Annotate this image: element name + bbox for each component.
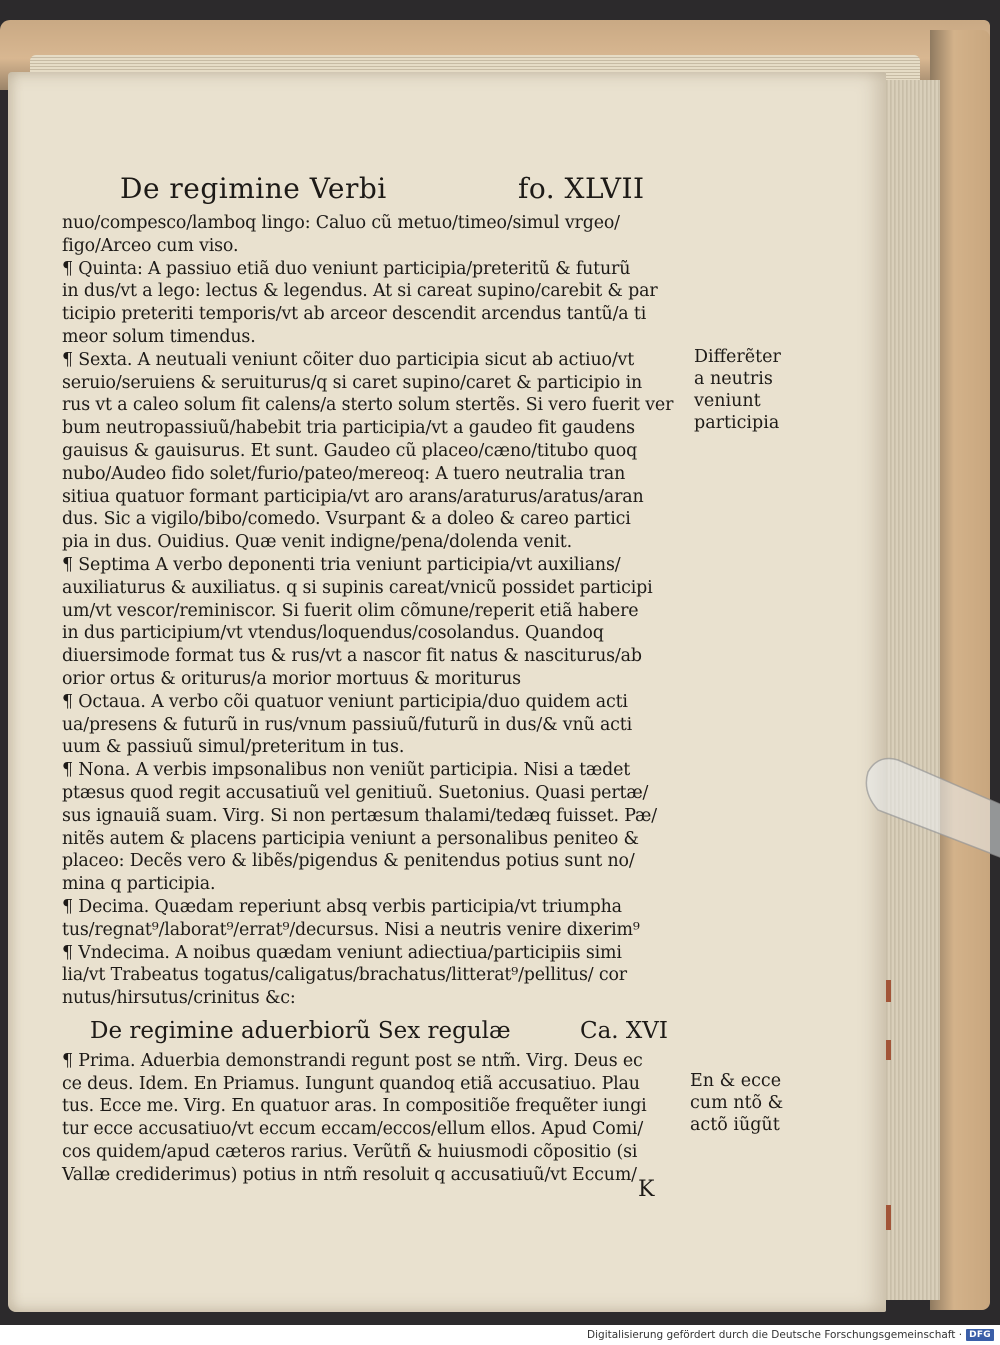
text-line: ¶ Decima. Quædam reperiunt absq verbis participia/vt triumpha (62, 896, 622, 917)
margin-line: En & ecce (690, 1071, 782, 1091)
text-line: sus ignauiã suam. Virg. Si non pertæsum thalami/tedæq fuisset. Pæ/ (62, 805, 657, 826)
footer-credit (587, 1329, 994, 1341)
running-title: De regimine Verbi (120, 172, 387, 205)
text-line: in dus participium/vt vtendus/loquendus/cosolandus. Quandoq (62, 623, 604, 644)
text-line: lia/vt Trabeatus togatus/caligatus/brachatus/litterat⁹/pellitus/ cor (62, 965, 627, 986)
margin-line: cum ntõ & (690, 1093, 784, 1113)
text-line: mina q participia. (62, 874, 216, 895)
text-line: nuo/compesco/lamboq lingo: Caluo cũ metuo/timeo/simul vrgeo/ (62, 213, 620, 233)
text-line: cos quidem/apud cæteros rarius. Verũtñ & huiusmodi cõpositio (si (62, 1142, 638, 1163)
text-line: meor solum timendus. (62, 326, 256, 347)
text-line: ¶ Sexta. A neutuali veniunt cõiter duo participia sicut ab actiuo/vt (62, 349, 635, 370)
page-stack-edge (880, 80, 940, 1300)
text-line: ¶ Prima. Aduerbia demonstrandi regunt post se ntm̃. Virg. Deus ec (62, 1050, 643, 1071)
page-clip (858, 752, 1000, 862)
text-line: figo/Arceo cum viso. (62, 235, 239, 256)
text-line: auxiliaturus & auxiliatus. q si supinis careat/vnicũ possidet participi (62, 577, 653, 598)
text-line: in dus/vt a lego: lectus & legendus. At si careat supino/carebit & par (62, 281, 658, 302)
text-line: dus. Sic a vigilo/bibo/comedo. Vsurpant & a doleo & careo partici (62, 509, 631, 530)
text-line: ¶ Vndecima. A noibus quædam veniunt adiectiua/participiis simi (62, 942, 622, 963)
chapter-heading (90, 1014, 702, 1050)
folio-number: fo. XLVII (518, 172, 645, 205)
margin-line: participia (694, 413, 780, 433)
text-line: bum neutropassiuũ/habebit tria participia/vt a gaudeo fit gaudens (62, 418, 635, 439)
credit-text: Digitalisierung gefördert durch die Deutsche Forschungsgemeinschaft · (587, 1329, 963, 1341)
chapter-text (62, 1050, 702, 1187)
text-line: tus/regnat⁹/laborat⁹/errat⁹/decursus. Nisi a neutris venire dixerim⁹ (62, 919, 640, 940)
text-line: ¶ Nona. A verbis impsonalibus non veniũt participia. Nisi a tædet (62, 760, 631, 781)
body-text (62, 212, 702, 1010)
dfg-logo: DFG (966, 1329, 994, 1341)
text-line: nubo/Audeo fido solet/furio/pateo/mereoq: A tuero neutralia tran (62, 463, 626, 484)
text-line: pia in dus. Ouidius. Quæ venit indigne/pena/dolenda venit. (62, 532, 572, 553)
text-line: rus vt a caleo solum fit calens/a sterto solum stertẽs. Si vero fuerit ver (62, 395, 674, 416)
text-line: ua/presens & futurũ in rus/vnum passiuũ/futurũ in dus/& vnũ acti (62, 714, 633, 735)
margin-line: a neutris (694, 369, 773, 389)
text-line: ptæsus quod regit accusatiuũ vel genitiuũ. Suetonius. Quasi pertæ/ (62, 782, 649, 803)
text-line: diuersimode format tus & rus/vt a nascor fit natus & nasciturus/ab (62, 646, 642, 667)
text-line: ¶ Quinta: A passiuo etiã duo veniunt participia/preteritũ & futurũ (62, 258, 631, 279)
margin-line: Differẽter (694, 347, 781, 367)
text-line: placeo: Decẽs vero & libẽs/pigendus & penitendus potius sunt no/ (62, 851, 635, 872)
text-line: orior ortus & oriturus/a morior mortuus & moriturus (62, 668, 521, 689)
text-line: tur ecce accusatiuo/vt eccum eccam/eccos/ellum ellos. Apud Comi/ (62, 1119, 644, 1140)
margin-note-participia (694, 346, 781, 434)
text-block (62, 172, 702, 1187)
text-line: ¶ Octaua. A verbo cõi quatuor veniunt participia/duo quidem acti (62, 691, 628, 712)
margin-line: veniunt (694, 391, 761, 411)
text-line: seruio/seruiens & seruiturus/q si caret supino/caret & participio in (62, 372, 643, 393)
text-line: Vallæ crediderimus) potius in ntm̃ resoluit q accusatiuũ/vt Eccum/ (62, 1164, 637, 1185)
text-line: ce deus. Idem. En Priamus. Iungunt quandoq etiã accusatiuo. Plau (62, 1073, 640, 1094)
text-line: sitiua quatuor formant participia/vt aro arans/araturus/aratus/aran (62, 486, 644, 507)
text-line: nutus/hirsutus/crinitus &c: (62, 988, 296, 1009)
chapter-title: De regimine aduerbiorũ Sex regulæ (90, 1017, 511, 1044)
margin-note-ecce (690, 1070, 783, 1136)
margin-line: actõ iũgũt (690, 1115, 780, 1135)
text-line: um/vt vescor/reminiscor. Si fuerit olim cõmune/reperit etiã habere (62, 600, 639, 621)
signature-mark: K (638, 1177, 655, 1202)
running-header (120, 172, 702, 212)
text-line: nitẽs autem & placens participia veniunt a personalibus peniteo & (62, 828, 639, 849)
text-line: ticipio preteriti temporis/vt ab arceor descendit arcendus tantũ/a ti (62, 304, 647, 325)
text-line: uum & passiuũ simul/preteritum in tus. (62, 737, 405, 758)
text-line: gauisus & gauisurus. Et sunt. Gaudeo cũ placeo/cæno/titubo quoq (62, 440, 638, 461)
text-line: tus. Ecce me. Virg. En quatuor aras. In compositiõe frequẽter iungi (62, 1096, 647, 1117)
chapter-number: Ca. XVI (580, 1017, 669, 1044)
text-line: ¶ Septima A verbo deponenti tria veniunt participia/vt auxilians/ (62, 554, 621, 575)
